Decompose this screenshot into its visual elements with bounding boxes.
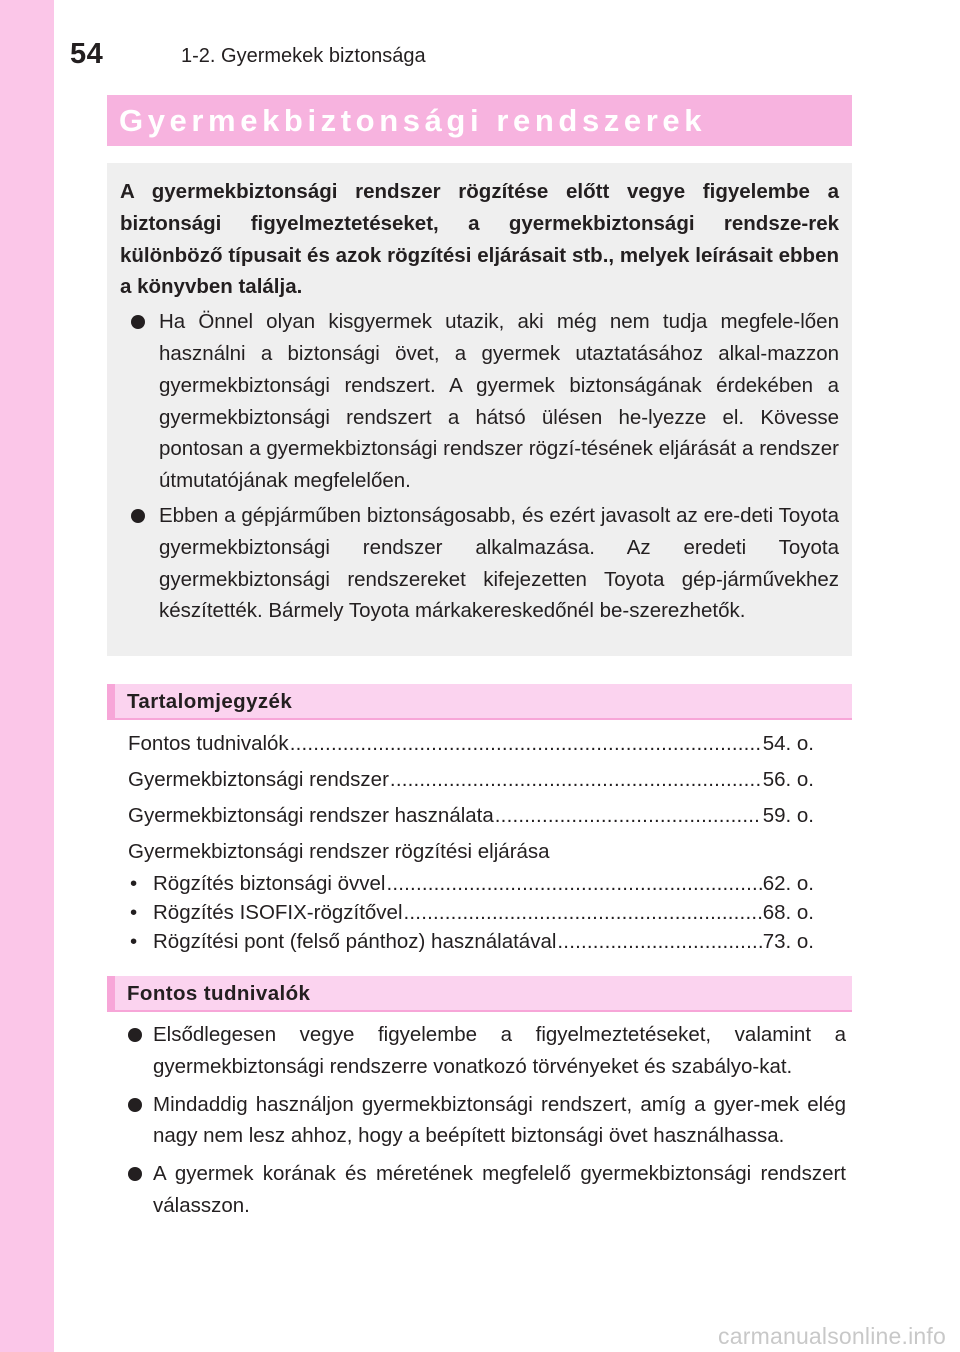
side-color-strip xyxy=(0,0,54,1352)
bullet-dot-icon: • xyxy=(130,872,138,895)
important-bullet: Mindaddig használjon gyermekbiztonsági rendszert, amíg a gyer-mek elég nagy nem lesz ahhoz, hogy a beépített biztonsági övet használhassa. xyxy=(128,1089,846,1153)
toc-leader-dots xyxy=(386,869,761,898)
toc-leader-dots xyxy=(495,799,762,833)
toc-sub-entry-label: Rögzítés ISOFIX-rögzítővel xyxy=(153,901,403,924)
toc-entry-page: 56. o. xyxy=(762,768,814,791)
important-heading: Fontos tudnivalók xyxy=(127,982,311,1005)
toc-heading-band xyxy=(107,684,852,720)
bullet-dot-icon: • xyxy=(130,901,138,924)
toc-entry[interactable] xyxy=(128,799,814,833)
toc-leader-dots xyxy=(404,898,762,927)
toc-entry-label: Gyermekbiztonsági rendszer xyxy=(128,768,389,791)
page-title: Gyermekbiztonsági rendszerek xyxy=(119,103,707,138)
toc-sub-entry-page: 62. o. xyxy=(762,872,814,895)
toc-sub-entry-label: Rögzítési pont (felső pánthoz) használatával xyxy=(153,930,557,953)
important-bullet: Elsődlegesen vegye figyelembe a figyelmeztetéseket, valamint a gyermekbiztonsági rendszerre vonatkozó törvényeket és szabályo-kat. xyxy=(128,1019,846,1083)
toc-sub-entry-page: 73. o. xyxy=(762,930,814,953)
watermark: carmanualsonline.info xyxy=(718,1323,946,1349)
toc-entry-label: Fontos tudnivalók xyxy=(128,732,289,755)
toc-sub-entry-label: Rögzítés biztonsági övvel xyxy=(153,872,386,895)
toc-group-heading: Gyermekbiztonsági rendszer rögzítési eljárása xyxy=(128,840,550,863)
toc-entry-label: Gyermekbiztonsági rendszer használata xyxy=(128,804,494,827)
toc-entry-page: 59. o. xyxy=(762,804,814,827)
toc-entry-page: 54. o. xyxy=(762,732,814,755)
important-notes xyxy=(128,1019,846,1228)
toc-sub-entry[interactable] xyxy=(128,898,814,927)
important-bullet: A gyermek korának és méretének megfelelő gyermekbiztonsági rendszert válasszon. xyxy=(128,1158,846,1222)
info-bullet: Ebben a gépjárműben biztonságosabb, és ezért javasolt az ere-deti Toyota gyermekbiztonsági rendszer alkalmazása. Az eredeti Toyota gyermekbiztonsági rendszereket kifejezetten Toyota gép-járművekhez készítették. Bármely Toyota márkakereskedőnél be-szerezhetők. xyxy=(120,500,839,627)
toc-leader-dots xyxy=(557,927,761,956)
table-of-contents xyxy=(128,727,814,956)
important-heading-band xyxy=(107,976,852,1012)
info-intro: A gyermekbiztonsági rendszer rögzítése előtt vegye figyelembe a biztonsági figyelmeztetéseket, a gyermekbiztonsági rendsze-rek különböző típusait és azok rögzítési eljárásait stb., melyek leírásait ebben a könyvben találja. xyxy=(120,180,839,299)
toc-heading: Tartalomjegyzék xyxy=(127,690,293,713)
toc-leader-dots xyxy=(390,763,762,797)
page-title-band xyxy=(107,95,852,146)
bullet-dot-icon: • xyxy=(130,930,138,953)
toc-sub-entry-page: 68. o. xyxy=(762,901,814,924)
info-bullet: Ha Önnel olyan kisgyermek utazik, aki még nem tudja megfele-lően használni a biztonsági övet, a gyermek utaztatásához alkal-mazzon gyermekbiztonsági rendszert. A gyermek biztonságának érdekében a gyermekbiztonsági rendszert a hátsó ülésen he-lyezze el. Kövesse pontosan a gyermekbiztonsági rendszer rögzí-tésének eljárását a rendszer útmutatójának megfelelően. xyxy=(120,306,839,497)
running-head: 1-2. Gyermekek biztonsága xyxy=(181,45,426,67)
info-box xyxy=(107,163,852,656)
toc-leader-dots xyxy=(290,727,762,761)
page-number: 54 xyxy=(70,38,104,70)
toc-sub-entry[interactable] xyxy=(128,927,814,956)
toc-entry[interactable] xyxy=(128,727,814,761)
toc-sub-entry[interactable] xyxy=(128,869,814,898)
toc-entry[interactable] xyxy=(128,763,814,797)
